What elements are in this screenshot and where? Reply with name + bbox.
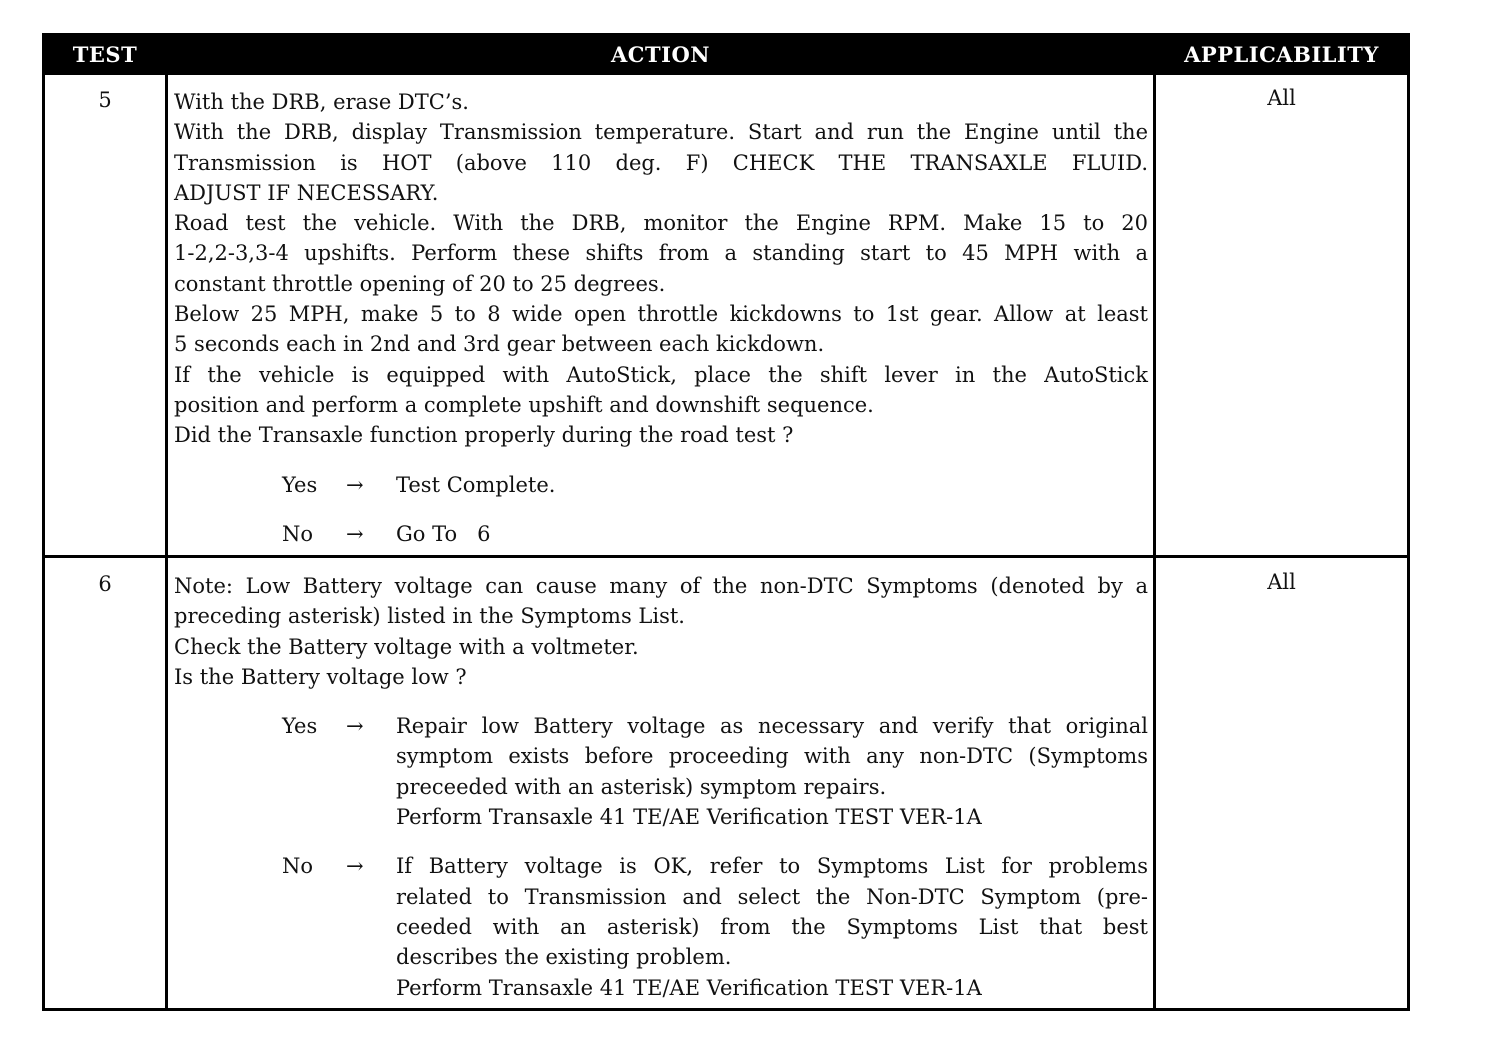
- answer-yes: [174, 711, 1148, 832]
- test-number: 5: [98, 88, 112, 112]
- answer-line: If Battery voltage is OK, refer to Symptoms List for problems: [396, 854, 1148, 879]
- column-divider: [1153, 75, 1156, 1008]
- answer-line: Perform Transaxle 41 TE/AE Verification TEST VER-1A: [396, 805, 982, 830]
- no-label: No: [282, 521, 314, 546]
- answer-line: Go To 6: [396, 521, 491, 546]
- answer-line: Test Complete.: [396, 472, 556, 497]
- answer-line: Repair low Battery voltage as necessary and verify that original: [396, 714, 1148, 739]
- action-text: [174, 87, 1148, 549]
- no-label: No: [282, 854, 314, 879]
- answer-yes: [174, 470, 1148, 500]
- action-text: [174, 571, 1148, 1003]
- answer-no: [174, 519, 1148, 549]
- action-line: Below 25 MPH, make 5 to 8 wide open throttle kickdowns to 1st gear. Allow at least: [174, 302, 1148, 327]
- action-line: Did the Transaxle function properly during the road test ?: [174, 423, 794, 448]
- answer-line: ceeded with an asterisk) from the Symptoms List that best: [396, 914, 1148, 939]
- action-line: Is the Battery voltage low ?: [174, 664, 467, 689]
- yes-label: Yes: [282, 472, 318, 497]
- answer-line: symptom exists before proceeding with any non-DTC (Symptoms: [396, 744, 1148, 769]
- action-line: If the vehicle is equipped with AutoStick, place the shift lever in the AutoStick: [174, 362, 1148, 387]
- action-line: Road test the vehicle. With the DRB, monitor the Engine RPM. Make 15 to 20: [174, 211, 1148, 236]
- action-line: Note: Low Battery voltage can cause many of the non-DTC Symptoms (denoted by a: [174, 574, 1148, 598]
- header-action: ACTION: [611, 42, 710, 67]
- action-line: With the DRB, erase DTC’s.: [174, 90, 469, 114]
- answer-line: Perform Transaxle 41 TE/AE Verification TEST VER-1A: [396, 975, 982, 1000]
- action-line: Transmission is HOT (above 110 deg. F) CHECK THE TRANSAXLE FLUID.: [174, 150, 1148, 175]
- answer-line: related to Transmission and select the Non-DTC Symptom (pre-: [396, 884, 1148, 909]
- action-line: 5 seconds each in 2nd and 3rd gear between each kickdown.: [174, 332, 825, 357]
- header-test: TEST: [72, 42, 138, 67]
- arrow-icon: →: [346, 472, 364, 497]
- yes-label: Yes: [282, 714, 318, 739]
- arrow-icon: →: [346, 521, 364, 546]
- answer-line: preceeded with an asterisk) symptom repairs.: [396, 774, 887, 799]
- header-applicability: APPLICABILITY: [1184, 42, 1379, 67]
- table-header: [45, 36, 1407, 75]
- action-line: 1-2,2-3,3-4 upshifts. Perform these shifts from a standing start to 45 MPH with a: [174, 241, 1148, 266]
- action-line: preceding asterisk) listed in the Symptoms List.: [174, 604, 685, 629]
- applicability-value: All: [1267, 86, 1296, 110]
- arrow-icon: →: [346, 714, 364, 739]
- test-number: 6: [98, 572, 112, 596]
- answer-line: describes the existing problem.: [396, 945, 732, 970]
- action-line: ADJUST IF NECESSARY.: [174, 180, 439, 205]
- action-line: Check the Battery voltage with a voltmeter.: [174, 634, 639, 659]
- action-line: With the DRB, display Transmission temperature. Start and run the Engine until the: [174, 120, 1148, 145]
- row-divider: [45, 555, 1407, 558]
- column-divider: [165, 75, 168, 1008]
- action-line: constant throttle opening of 20 to 25 degrees.: [174, 271, 666, 296]
- action-line: position and perform a complete upshift and downshift sequence.: [174, 392, 874, 417]
- arrow-icon: →: [346, 854, 364, 879]
- answer-no: [174, 851, 1148, 1002]
- diagnostic-table: [42, 33, 1410, 1011]
- applicability-value: All: [1267, 570, 1296, 594]
